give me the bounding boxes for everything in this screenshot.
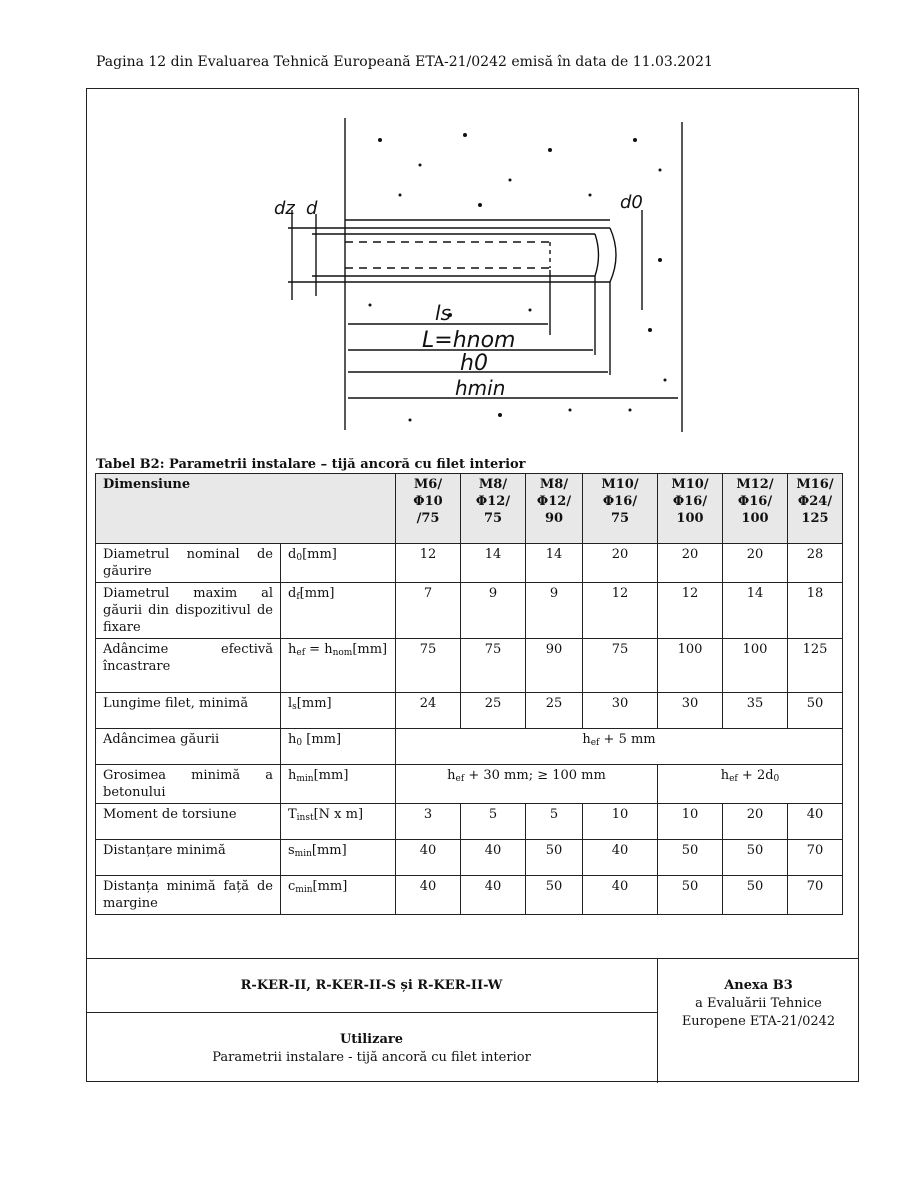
table-caption: Tabel B2: Parametrii instalare – tijă ancoră cu filet interior xyxy=(96,457,526,472)
value-span: $h_{ef} + 30$ mm; ≥ 100 mm xyxy=(396,765,658,804)
annex-footer xyxy=(86,958,859,1083)
installation-parameters-table xyxy=(95,473,843,915)
value-cell: 12 xyxy=(583,583,658,639)
table-row xyxy=(96,639,843,693)
param-label: Grosimea minimă a betonului xyxy=(96,765,281,804)
label-h0: h0 xyxy=(460,351,488,376)
table-row xyxy=(96,840,843,876)
value-cell: 90 xyxy=(526,639,583,693)
col-header: M10/ Φ16/ 100 xyxy=(658,474,723,544)
value-cell: 9 xyxy=(461,583,526,639)
param-label: Lungime filet, minimă xyxy=(96,693,281,729)
param-label: Moment de torsiune xyxy=(96,804,281,840)
table-row xyxy=(96,544,843,583)
col-header: M8/ Φ12/ 75 xyxy=(461,474,526,544)
label-d0: d0 xyxy=(620,192,643,213)
param-label: Distanțare minimă xyxy=(96,840,281,876)
value-cell: 50 xyxy=(658,840,723,876)
value-cell: 40 xyxy=(583,876,658,915)
param-symbol: $h_{min}[mm]$ xyxy=(281,765,396,804)
annex-reference xyxy=(658,977,859,1031)
value-cell: 35 xyxy=(723,693,788,729)
param-symbol: $h_{ef} = h_{nom}[mm]$ xyxy=(281,639,396,693)
value-span: $h_{ef} + 2d_0$ xyxy=(658,765,843,804)
value-cell: 75 xyxy=(583,639,658,693)
param-label: Diametrul maxim al găurii din dispozitivul de fixare xyxy=(96,583,281,639)
footer-left xyxy=(86,959,658,1083)
value-cell: 40 xyxy=(461,840,526,876)
value-cell: 125 xyxy=(788,639,843,693)
value-cell: 20 xyxy=(583,544,658,583)
col-header: M8/ Φ12/ 90 xyxy=(526,474,583,544)
label-d: d xyxy=(306,198,318,219)
header-dimension: Dimensiune xyxy=(96,474,396,544)
param-label: Adâncimea găurii xyxy=(96,729,281,765)
col-header: M10/ Φ16/ 75 xyxy=(583,474,658,544)
label-dz: dz xyxy=(274,198,295,219)
table-row xyxy=(96,693,843,729)
param-symbol: $s_{min}[mm]$ xyxy=(281,840,396,876)
annex-line-1: a Evaluării Tehnice xyxy=(695,996,822,1011)
value-cell: 10 xyxy=(583,804,658,840)
value-cell: 100 xyxy=(658,639,723,693)
value-cell: 50 xyxy=(723,876,788,915)
value-cell: 12 xyxy=(396,544,461,583)
param-symbol: $l_s[mm]$ xyxy=(281,693,396,729)
value-cell: 50 xyxy=(526,876,583,915)
use-text: Parametrii instalare - tijă ancoră cu filet interior xyxy=(212,1050,531,1065)
value-cell: 50 xyxy=(788,693,843,729)
value-cell: 40 xyxy=(788,804,843,840)
label-hmin: hmin xyxy=(455,376,506,400)
value-cell: 70 xyxy=(788,876,843,915)
param-symbol: $h_0$ [mm] xyxy=(281,729,396,765)
value-cell: 25 xyxy=(526,693,583,729)
value-cell: 3 xyxy=(396,804,461,840)
param-label: Adâncime efectivă încastrare xyxy=(96,639,281,693)
value-cell: 100 xyxy=(723,639,788,693)
value-cell: 5 xyxy=(526,804,583,840)
value-cell: 25 xyxy=(461,693,526,729)
value-cell: 9 xyxy=(526,583,583,639)
label-l-hnom: L=hnom xyxy=(422,328,516,353)
table-row xyxy=(96,804,843,840)
value-cell: 20 xyxy=(658,544,723,583)
value-cell: 75 xyxy=(396,639,461,693)
value-cell: 20 xyxy=(723,804,788,840)
col-header: M16/ Φ24/ 125 xyxy=(788,474,843,544)
use-block xyxy=(86,1013,657,1067)
value-cell: 30 xyxy=(583,693,658,729)
annex-title: Anexa B3 xyxy=(724,978,793,993)
table-row xyxy=(96,765,843,804)
anchor-installation-drawing xyxy=(250,110,690,440)
value-cell: 40 xyxy=(396,840,461,876)
value-cell: 30 xyxy=(658,693,723,729)
value-cell: 75 xyxy=(461,639,526,693)
param-symbol: $d_f[mm]$ xyxy=(281,583,396,639)
value-cell: 20 xyxy=(723,544,788,583)
value-cell: 5 xyxy=(461,804,526,840)
label-ls: ls xyxy=(435,301,451,325)
value-cell: 50 xyxy=(723,840,788,876)
value-cell: 40 xyxy=(396,876,461,915)
col-header: M12/ Φ16/ 100 xyxy=(723,474,788,544)
value-cell: 14 xyxy=(526,544,583,583)
table-row xyxy=(96,876,843,915)
value-cell: 40 xyxy=(583,840,658,876)
param-label: Diametrul nominal de găurire xyxy=(96,544,281,583)
value-cell: 50 xyxy=(658,876,723,915)
value-cell: 7 xyxy=(396,583,461,639)
use-title: Utilizare xyxy=(339,1032,404,1047)
value-span: $h_{ef} + 5$ mm xyxy=(396,729,843,765)
value-cell: 18 xyxy=(788,583,843,639)
col-header: M6/ Φ10 /75 xyxy=(396,474,461,544)
param-label: Distanța minimă față de margine xyxy=(96,876,281,915)
param-symbol: $d_0[mm]$ xyxy=(281,544,396,583)
value-cell: 70 xyxy=(788,840,843,876)
value-cell: 50 xyxy=(526,840,583,876)
param-symbol: $T_{inst}[N$ x m] xyxy=(281,804,396,840)
value-cell: 14 xyxy=(461,544,526,583)
value-cell: 10 xyxy=(658,804,723,840)
value-cell: 14 xyxy=(723,583,788,639)
table-row xyxy=(96,729,843,765)
annex-line-2: Europene ETA-21/0242 xyxy=(681,1014,836,1029)
page-header: Pagina 12 din Evaluarea Tehnică Europeană ETA-21/0242 emisă în data de 11.03.2021 xyxy=(96,54,713,70)
param-symbol: $c_{min}[mm]$ xyxy=(281,876,396,915)
product-name: R-KER-II, R-KER-II-S și R-KER-II-W xyxy=(86,959,657,1013)
value-cell: 40 xyxy=(461,876,526,915)
value-cell: 24 xyxy=(396,693,461,729)
table-row xyxy=(96,583,843,639)
value-cell: 12 xyxy=(658,583,723,639)
value-cell: 28 xyxy=(788,544,843,583)
